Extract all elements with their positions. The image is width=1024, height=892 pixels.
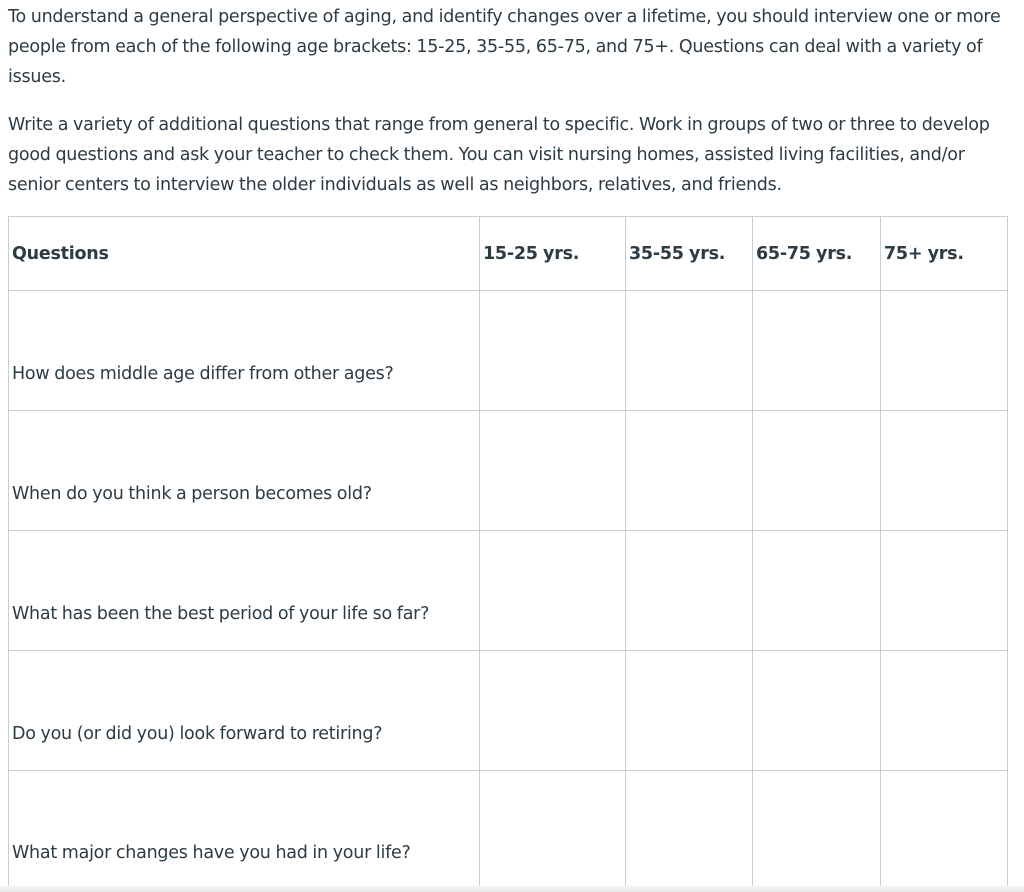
- table-row: [9, 291, 1008, 411]
- answer-cell-65-75[interactable]: [753, 651, 881, 771]
- answer-cell-65-75[interactable]: [753, 531, 881, 651]
- header-75-plus: 75+ yrs.: [881, 217, 1008, 291]
- question-cell: What has been the best period of your life so far?: [9, 531, 480, 651]
- answer-cell-75-plus[interactable]: [881, 531, 1008, 651]
- table-row: [9, 651, 1008, 771]
- intro-paragraph-1: To understand a general perspective of aging, and identify changes over a lifetime, you should interview one or more people from each of the following age brackets: 15-25, 35-55, 65-75, and 75+. Questions can deal with a variety of issues.: [8, 7, 1001, 87]
- answer-cell-15-25[interactable]: [480, 531, 626, 651]
- question-cell: Do you (or did you) look forward to retiring?: [9, 651, 480, 771]
- answer-cell-15-25[interactable]: [480, 771, 626, 890]
- bottom-edge-shadow: [0, 886, 1024, 892]
- header-questions: Questions: [9, 217, 480, 291]
- answer-cell-65-75[interactable]: [753, 291, 881, 411]
- answer-cell-15-25[interactable]: [480, 411, 626, 531]
- answer-cell-35-55[interactable]: [626, 411, 753, 531]
- answer-cell-75-plus[interactable]: [881, 771, 1008, 890]
- answer-cell-35-55[interactable]: [626, 291, 753, 411]
- answer-cell-15-25[interactable]: [480, 291, 626, 411]
- table-header-row: [9, 217, 1008, 291]
- answer-cell-65-75[interactable]: [753, 771, 881, 890]
- interview-table: [8, 216, 1008, 890]
- answer-cell-35-55[interactable]: [626, 771, 753, 890]
- header-15-25: 15-25 yrs.: [480, 217, 626, 291]
- answer-cell-65-75[interactable]: [753, 411, 881, 531]
- header-65-75: 65-75 yrs.: [753, 217, 881, 291]
- header-35-55: 35-55 yrs.: [626, 217, 753, 291]
- answer-cell-75-plus[interactable]: [881, 291, 1008, 411]
- answer-cell-35-55[interactable]: [626, 651, 753, 771]
- intro-paragraph-2: Write a variety of additional questions that range from general to specific. Work in groups of two or three to develop good questions and ask your teacher to check them. You can visit nursing homes, assisted living facilities, and/or senior centers to interview the older individuals as well as neighbors, relatives, and friends.: [8, 115, 990, 195]
- table-row: [9, 531, 1008, 651]
- question-cell: When do you think a person becomes old?: [9, 411, 480, 531]
- question-cell: How does middle age differ from other ages?: [9, 291, 480, 411]
- answer-cell-75-plus[interactable]: [881, 411, 1008, 531]
- question-cell: What major changes have you had in your life?: [9, 771, 480, 890]
- answer-cell-35-55[interactable]: [626, 531, 753, 651]
- answer-cell-75-plus[interactable]: [881, 651, 1008, 771]
- table-row: [9, 411, 1008, 531]
- table-row: [9, 771, 1008, 890]
- answer-cell-15-25[interactable]: [480, 651, 626, 771]
